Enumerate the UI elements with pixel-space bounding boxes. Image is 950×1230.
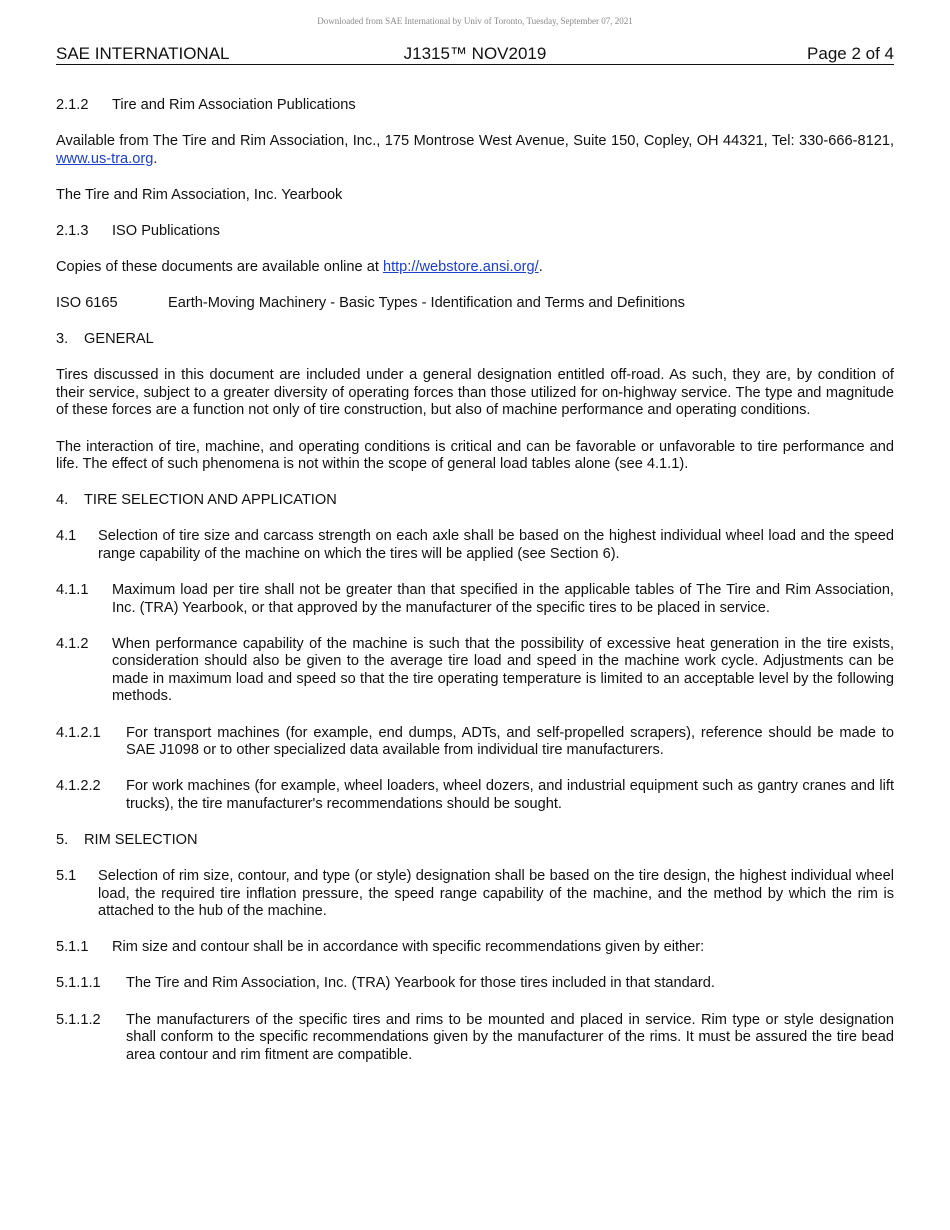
section-text: Rim size and contour shall be in accordance with specific recommendations given by either:	[112, 939, 705, 956]
section-title: GENERAL	[84, 331, 154, 348]
section-4-1-2	[56, 636, 894, 706]
document-body	[56, 97, 894, 1083]
section-number: 5.1.1	[56, 939, 89, 956]
page-header	[56, 44, 894, 65]
section-number: 5.1.1.2	[56, 1011, 101, 1028]
tra-availability-paragraph: Available from The Tire and Rim Association, Inc., 175 Montrose West Avenue, Suite 150, Copley, OH 44321, Tel: 330-666-8121, www.us-tra.org.	[56, 133, 894, 167]
section-5-1-1	[56, 939, 894, 957]
section-number: 3.	[56, 331, 69, 348]
standard-title: Earth-Moving Machinery - Basic Types - Identification and Terms and Definitions	[168, 295, 685, 312]
section-number: 2.1.3	[56, 222, 89, 239]
section-text: For transport machines (for example, end dumps, ADTs, and self-propelled scrapers), reference should be made to SAE J1098 or to other specialized data available from individual tire manufacturers.	[126, 724, 894, 759]
section-number: 4.1	[56, 528, 77, 545]
section-2-1-2-heading	[56, 97, 894, 115]
download-watermark: Downloaded from SAE International by Univ of Toronto, Tuesday, September 07, 2021	[317, 16, 633, 26]
document-number: J1315™ NOV2019	[403, 44, 547, 63]
section-4-heading	[56, 492, 894, 510]
section-number: 4.1.2	[56, 635, 89, 652]
section-4-1-2-2	[56, 778, 894, 813]
section-title: Tire and Rim Association Publications	[112, 97, 356, 113]
section-4-1-2-1	[56, 725, 894, 760]
section-text: The manufacturers of the specific tires and rims to be mounted and placed in service. Rim type or style designation shall conform to the specific recommendations given by the manufacturer of the rims. It must be assured the tire bead area contour and rim fitment are compatible.	[126, 1011, 894, 1063]
section-4-1	[56, 528, 894, 563]
page-number: Page 2 of 4	[807, 44, 894, 63]
publisher-name: SAE INTERNATIONAL	[56, 44, 230, 63]
section-3-heading	[56, 331, 894, 349]
section-number: 4.	[56, 492, 69, 509]
section-title: ISO Publications	[112, 222, 220, 239]
iso-6165-reference	[56, 295, 894, 313]
general-paragraph-2: The interaction of tire, machine, and operating conditions is critical and can be favorable or unfavorable to tire performance and life. The effect of such phenomena is not within the scope of general load tables alone (see 4.1.1).	[56, 438, 894, 473]
iso-availability-paragraph: Copies of these documents are available online at http://webstore.ansi.org/.	[56, 258, 543, 275]
standard-code: ISO 6165	[56, 295, 118, 312]
section-text: The Tire and Rim Association, Inc. (TRA) Yearbook for those tires included in that standard.	[126, 975, 715, 992]
section-number: 4.1.2.2	[56, 778, 101, 795]
section-5-heading	[56, 832, 894, 850]
section-number: 5.	[56, 831, 69, 848]
section-number: 5.1.1.1	[56, 975, 101, 992]
section-text: When performance capability of the machine is such that the possibility of excessive heat generation in the tire exists, consideration should also be given to the average tire load and speed in the machine work cycle. Adjustments can be made in maximum load and speed so that the tire operating temperature is limited to an acceptable level by the following methods.	[112, 635, 894, 705]
section-number: 5.1	[56, 868, 77, 885]
section-5-1	[56, 868, 894, 921]
ansi-webstore-link[interactable]: http://webstore.ansi.org/	[382, 258, 539, 275]
section-text: Selection of rim size, contour, and type (or style) designation shall be based on the tire design, the highest individual wheel load, the required tire inflation pressure, the speed range capability of the machine, and the method by which the rim is attached to the hub of the machine.	[98, 868, 894, 920]
tra-website-link[interactable]: www.us-tra.org	[56, 150, 154, 167]
section-5-1-1-2	[56, 1012, 894, 1065]
section-text: Maximum load per tire shall not be greater than that specified in the applicable tables of The Tire and Rim Association, Inc. (TRA) Yearbook, or that approved by the manufacturer of the specific tires to be placed in service.	[112, 582, 894, 616]
section-4-1-1	[56, 582, 894, 617]
section-text: For work machines (for example, wheel loaders, wheel dozers, and industrial equipment such as gantry cranes and lift trucks), the tire manufacturer's recommendations should be sought.	[126, 778, 894, 812]
section-number: 4.1.2.1	[56, 724, 101, 741]
section-number: 2.1.2	[56, 97, 89, 113]
section-2-1-3-heading	[56, 223, 894, 241]
section-text: Selection of tire size and carcass strength on each axle shall be based on the highest individual wheel load and the speed range capability of the machine on which the tires will be applied (see Section 6).	[98, 528, 894, 562]
section-title: RIM SELECTION	[84, 831, 198, 848]
iso-availability-text: Copies of these documents are available online at	[56, 258, 383, 275]
section-number: 4.1.1	[56, 582, 89, 598]
tra-availability-text: Available from The Tire and Rim Association, Inc., 175 Montrose West Avenue, Suite 150, Copley, OH 44321, Tel: 330-666-8121,	[56, 133, 894, 150]
general-paragraph-1: Tires discussed in this document are included under a general designation entitled off-road. As such, they are, by condition of their service, subject to a greater diversity of operating forces than those utilized for on-highway service. The type and magnitude of these forces are a function not only of tire construction, but also of machine performance and operating conditions.	[56, 367, 894, 419]
section-title: TIRE SELECTION AND APPLICATION	[84, 492, 337, 509]
tra-yearbook-reference: The Tire and Rim Association, Inc. Yearbook	[56, 186, 343, 203]
section-5-1-1-1	[56, 975, 894, 993]
